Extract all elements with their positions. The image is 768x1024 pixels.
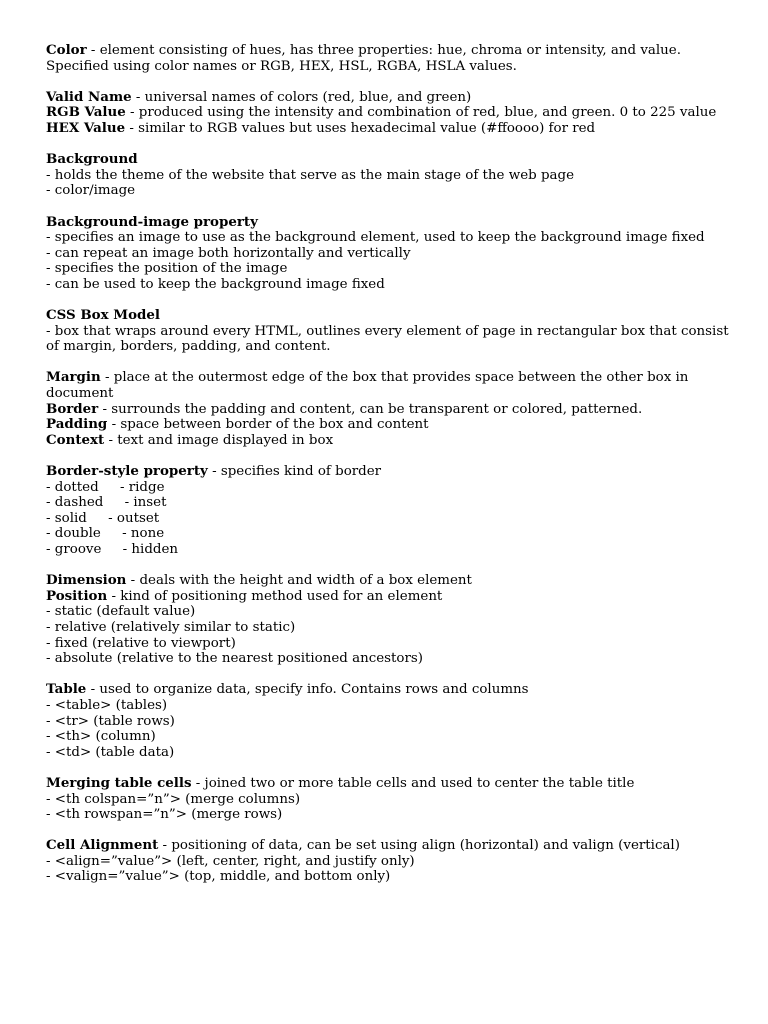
- line-text: - used to organize data, specify info. Contains rows and columns: [86, 682, 529, 698]
- text-line: [46, 729, 736, 745]
- term-heading: Position: [46, 587, 108, 604]
- line-text: - element consisting of hues, has three properties: hue, chroma or intensity, and value. Specified using color names or RGB, HEX, HSL, RGBA, HSLA values.: [46, 43, 686, 74]
- line-text: - fixed (relative to viewport): [46, 635, 236, 651]
- line-text: - static (default value): [46, 604, 196, 620]
- line-text: - place at the outermost edge of the box that provides space between the other box in document: [46, 370, 693, 402]
- text-line: [46, 105, 736, 121]
- line-text: - universal names of colors (red, blue, and green): [131, 89, 472, 105]
- section: [46, 573, 736, 667]
- text-line: [46, 854, 736, 870]
- line-text: - relative (relatively similar to static): [46, 619, 296, 635]
- line-text: - <tr> (table rows): [46, 713, 175, 729]
- text-line: [46, 698, 736, 714]
- line-text: - <th rowspan=”n”> (merge rows): [46, 807, 283, 823]
- section: [46, 90, 736, 137]
- text-line: [46, 745, 736, 761]
- text-line: [46, 370, 736, 401]
- text-line: [46, 869, 736, 885]
- line-text: - text and image displayed in box: [104, 432, 334, 448]
- line-text: - similar to RGB values but uses hexadecimal value (#ffoooo) for red: [125, 120, 596, 136]
- line-text: - <th> (column): [46, 729, 156, 745]
- text-line: [46, 807, 736, 823]
- line-text: - absolute (relative to the nearest positioned ancestors): [46, 651, 423, 667]
- line-text: - dashed - inset: [46, 495, 167, 511]
- text-line: [46, 838, 736, 854]
- text-line: [46, 480, 736, 496]
- section: [46, 308, 736, 355]
- text-line: [46, 43, 736, 74]
- line-text: - surrounds the padding and content, can be transparent or colored, patterned.: [98, 401, 643, 417]
- text-line: [46, 495, 736, 511]
- term-heading: CSS Box Model: [46, 307, 160, 324]
- term-heading: Border-style property: [46, 463, 208, 480]
- text-line: [46, 573, 736, 589]
- line-text: - <align=”value”> (left, center, right, and justify only): [46, 853, 415, 869]
- term-heading: Merging table cells: [46, 774, 192, 791]
- text-line: [46, 526, 736, 542]
- line-text: - kind of positioning method used for an element: [107, 588, 443, 604]
- term-heading: Table: [46, 681, 87, 698]
- text-line: [46, 682, 736, 698]
- text-line: [46, 152, 736, 168]
- term-heading: Context: [46, 431, 105, 448]
- text-line: [46, 246, 736, 262]
- text-line: [46, 542, 736, 558]
- line-text: - can be used to keep the background image fixed: [46, 276, 385, 292]
- line-text: - solid - outset: [46, 510, 160, 526]
- line-text: - dotted - ridge: [46, 479, 165, 495]
- line-text: - <th colspan=”n”> (merge columns): [46, 791, 301, 807]
- text-line: [46, 511, 736, 527]
- section: [46, 838, 736, 885]
- term-heading: Background: [46, 151, 138, 168]
- line-text: - <td> (table data): [46, 744, 175, 760]
- section: [46, 215, 736, 293]
- line-text: - space between border of the box and content: [107, 417, 429, 433]
- text-line: [46, 90, 736, 106]
- line-text: - specifies the position of the image: [46, 261, 288, 277]
- line-text: - can repeat an image both horizontally and vertically: [46, 245, 411, 261]
- line-text: - groove - hidden: [46, 542, 179, 557]
- line-text: - specifies kind of border: [207, 464, 382, 480]
- text-line: [46, 792, 736, 808]
- line-text: - double - none: [46, 526, 165, 542]
- text-line: [46, 433, 736, 449]
- text-line: [46, 324, 736, 355]
- term-heading: Valid Name: [46, 88, 132, 105]
- line-text: - specifies an image to use as the background element, used to keep the background image fixed: [46, 230, 705, 246]
- section: [46, 370, 736, 448]
- line-text: - produced using the intensity and combination of red, blue, and green. 0 to 225 value: [125, 105, 717, 121]
- term-heading: HEX Value: [46, 119, 126, 136]
- text-line: [46, 620, 736, 636]
- text-line: [46, 651, 736, 667]
- line-text: - holds the theme of the website that serve as the main stage of the web page: [46, 167, 575, 183]
- term-heading: Cell Alignment: [46, 837, 159, 854]
- text-line: [46, 230, 736, 246]
- term-heading: Color: [46, 42, 87, 58]
- section: [46, 682, 736, 760]
- text-line: [46, 277, 736, 293]
- term-heading: Padding: [46, 416, 108, 433]
- text-line: [46, 261, 736, 277]
- term-heading: Dimension: [46, 572, 127, 589]
- text-line: [46, 402, 736, 418]
- term-heading: Margin: [46, 369, 101, 386]
- notes-document: [46, 43, 736, 901]
- term-heading: RGB Value: [46, 104, 126, 121]
- term-heading: Background-image property: [46, 213, 258, 230]
- line-text: - <table> (tables): [46, 697, 168, 713]
- section: [46, 43, 736, 74]
- text-line: [46, 776, 736, 792]
- section: [46, 776, 736, 823]
- line-text: - positioning of data, can be set using align (horizontal) and valign (vertical): [158, 838, 680, 854]
- line-text: - box that wraps around every HTML, outlines every element of page in rectangular box that consist of margin, borders, padding, and content.: [46, 323, 733, 355]
- text-line: [46, 417, 736, 433]
- text-line: [46, 589, 736, 605]
- section: [46, 152, 736, 199]
- text-line: [46, 121, 736, 137]
- line-text: - joined two or more table cells and used to center the table title: [191, 775, 635, 791]
- text-line: [46, 308, 736, 324]
- text-line: [46, 215, 736, 231]
- text-line: [46, 168, 736, 184]
- line-text: - color/image: [46, 183, 136, 199]
- text-line: [46, 464, 736, 480]
- text-line: [46, 183, 736, 199]
- text-line: [46, 604, 736, 620]
- text-line: [46, 714, 736, 730]
- line-text: - deals with the height and width of a box element: [126, 573, 472, 589]
- term-heading: Border: [46, 400, 99, 417]
- text-line: [46, 636, 736, 652]
- section: [46, 464, 736, 558]
- line-text: - <valign=”value”> (top, middle, and bottom only): [46, 869, 391, 885]
